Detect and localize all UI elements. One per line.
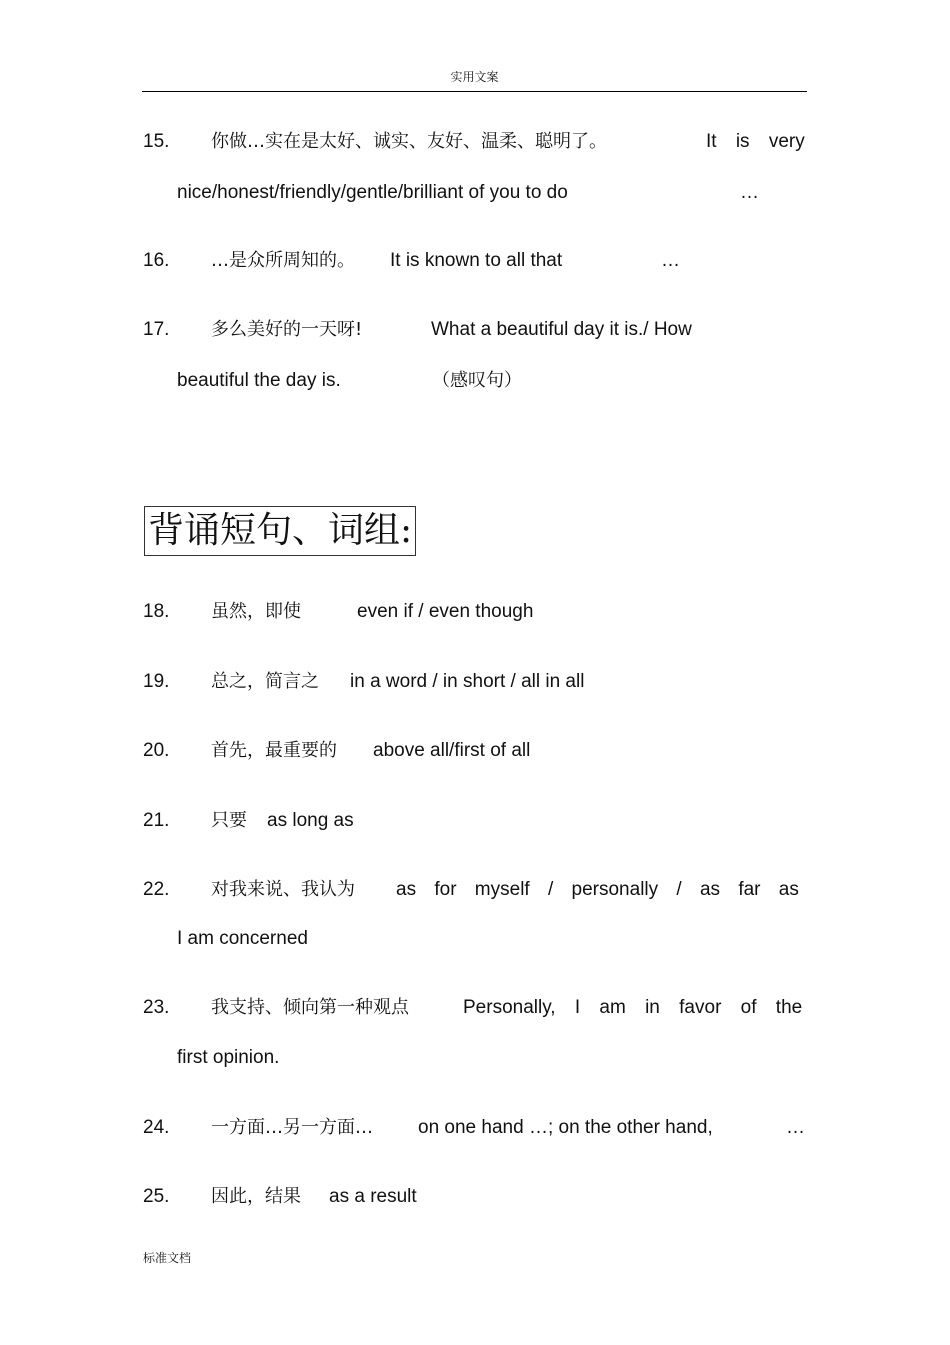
item-chinese: 总之，简言之 [211, 671, 319, 692]
item-ellipsis: … [661, 250, 680, 271]
item-chinese: 首先，最重要的 [211, 740, 337, 761]
item-number: 23. [143, 997, 170, 1018]
item-chinese: 只要 [211, 810, 247, 831]
header-rule [142, 91, 807, 92]
item-english: It is known to all that [390, 250, 563, 271]
item-chinese: 因此，结果 [211, 1186, 301, 1207]
item-english: as long as [267, 810, 354, 831]
item-continuation: first opinion. [177, 1047, 280, 1068]
section-heading: 背诵短句、词组: [144, 506, 416, 556]
item-number: 25. [143, 1186, 170, 1207]
item-english: above all/first of all [373, 740, 531, 761]
item-number: 15. [143, 131, 170, 152]
item-number: 16. [143, 250, 170, 271]
item-chinese: 对我来说、我认为 [211, 879, 355, 900]
item-number: 21. [143, 810, 170, 831]
item-continuation: nice/honest/friendly/gentle/brilliant of you to do [177, 182, 568, 203]
page-header: 实用文案 [450, 70, 499, 84]
item-english: as for myself / personally / as far as [396, 879, 799, 900]
item-number: 18. [143, 601, 170, 622]
item-english: in a word / in short / all in all [350, 671, 585, 692]
item-english-text: It is very [706, 131, 805, 152]
item-english: as a result [329, 1186, 417, 1207]
item-number: 22. [143, 879, 170, 900]
item-chinese: …是众所周知的。 [211, 250, 355, 271]
item-chinese: 我支持、倾向第一种观点 [211, 997, 409, 1018]
item-english: Personally, I am in favor of the [463, 997, 803, 1018]
item-english: What a beautiful day it is./ How [431, 319, 692, 340]
item-english [706, 130, 805, 154]
item-chinese: 你做…实在是太好、诚实、友好、温柔、聪明了。 [211, 131, 607, 152]
item-chinese: 虽然，即使 [211, 601, 301, 622]
item-number: 17. [143, 319, 170, 340]
item-ellipsis: … [740, 182, 759, 203]
item-continuation: beautiful the day is. [177, 370, 341, 391]
item-chinese: 多么美好的一天呀! [211, 319, 363, 340]
item-number: 20. [143, 740, 170, 761]
item-chinese: 一方面…另一方面… [211, 1117, 373, 1138]
item-number: 19. [143, 671, 170, 692]
item-english: even if / even though [357, 601, 534, 622]
item-number: 24. [143, 1117, 170, 1138]
item-english: on one hand …; on the other hand, [418, 1117, 713, 1138]
page-footer: 标准文档 [143, 1251, 192, 1265]
item-continuation: I am concerned [177, 928, 308, 949]
item-note: （感叹句） [432, 370, 522, 391]
item-ellipsis: … [786, 1117, 805, 1138]
